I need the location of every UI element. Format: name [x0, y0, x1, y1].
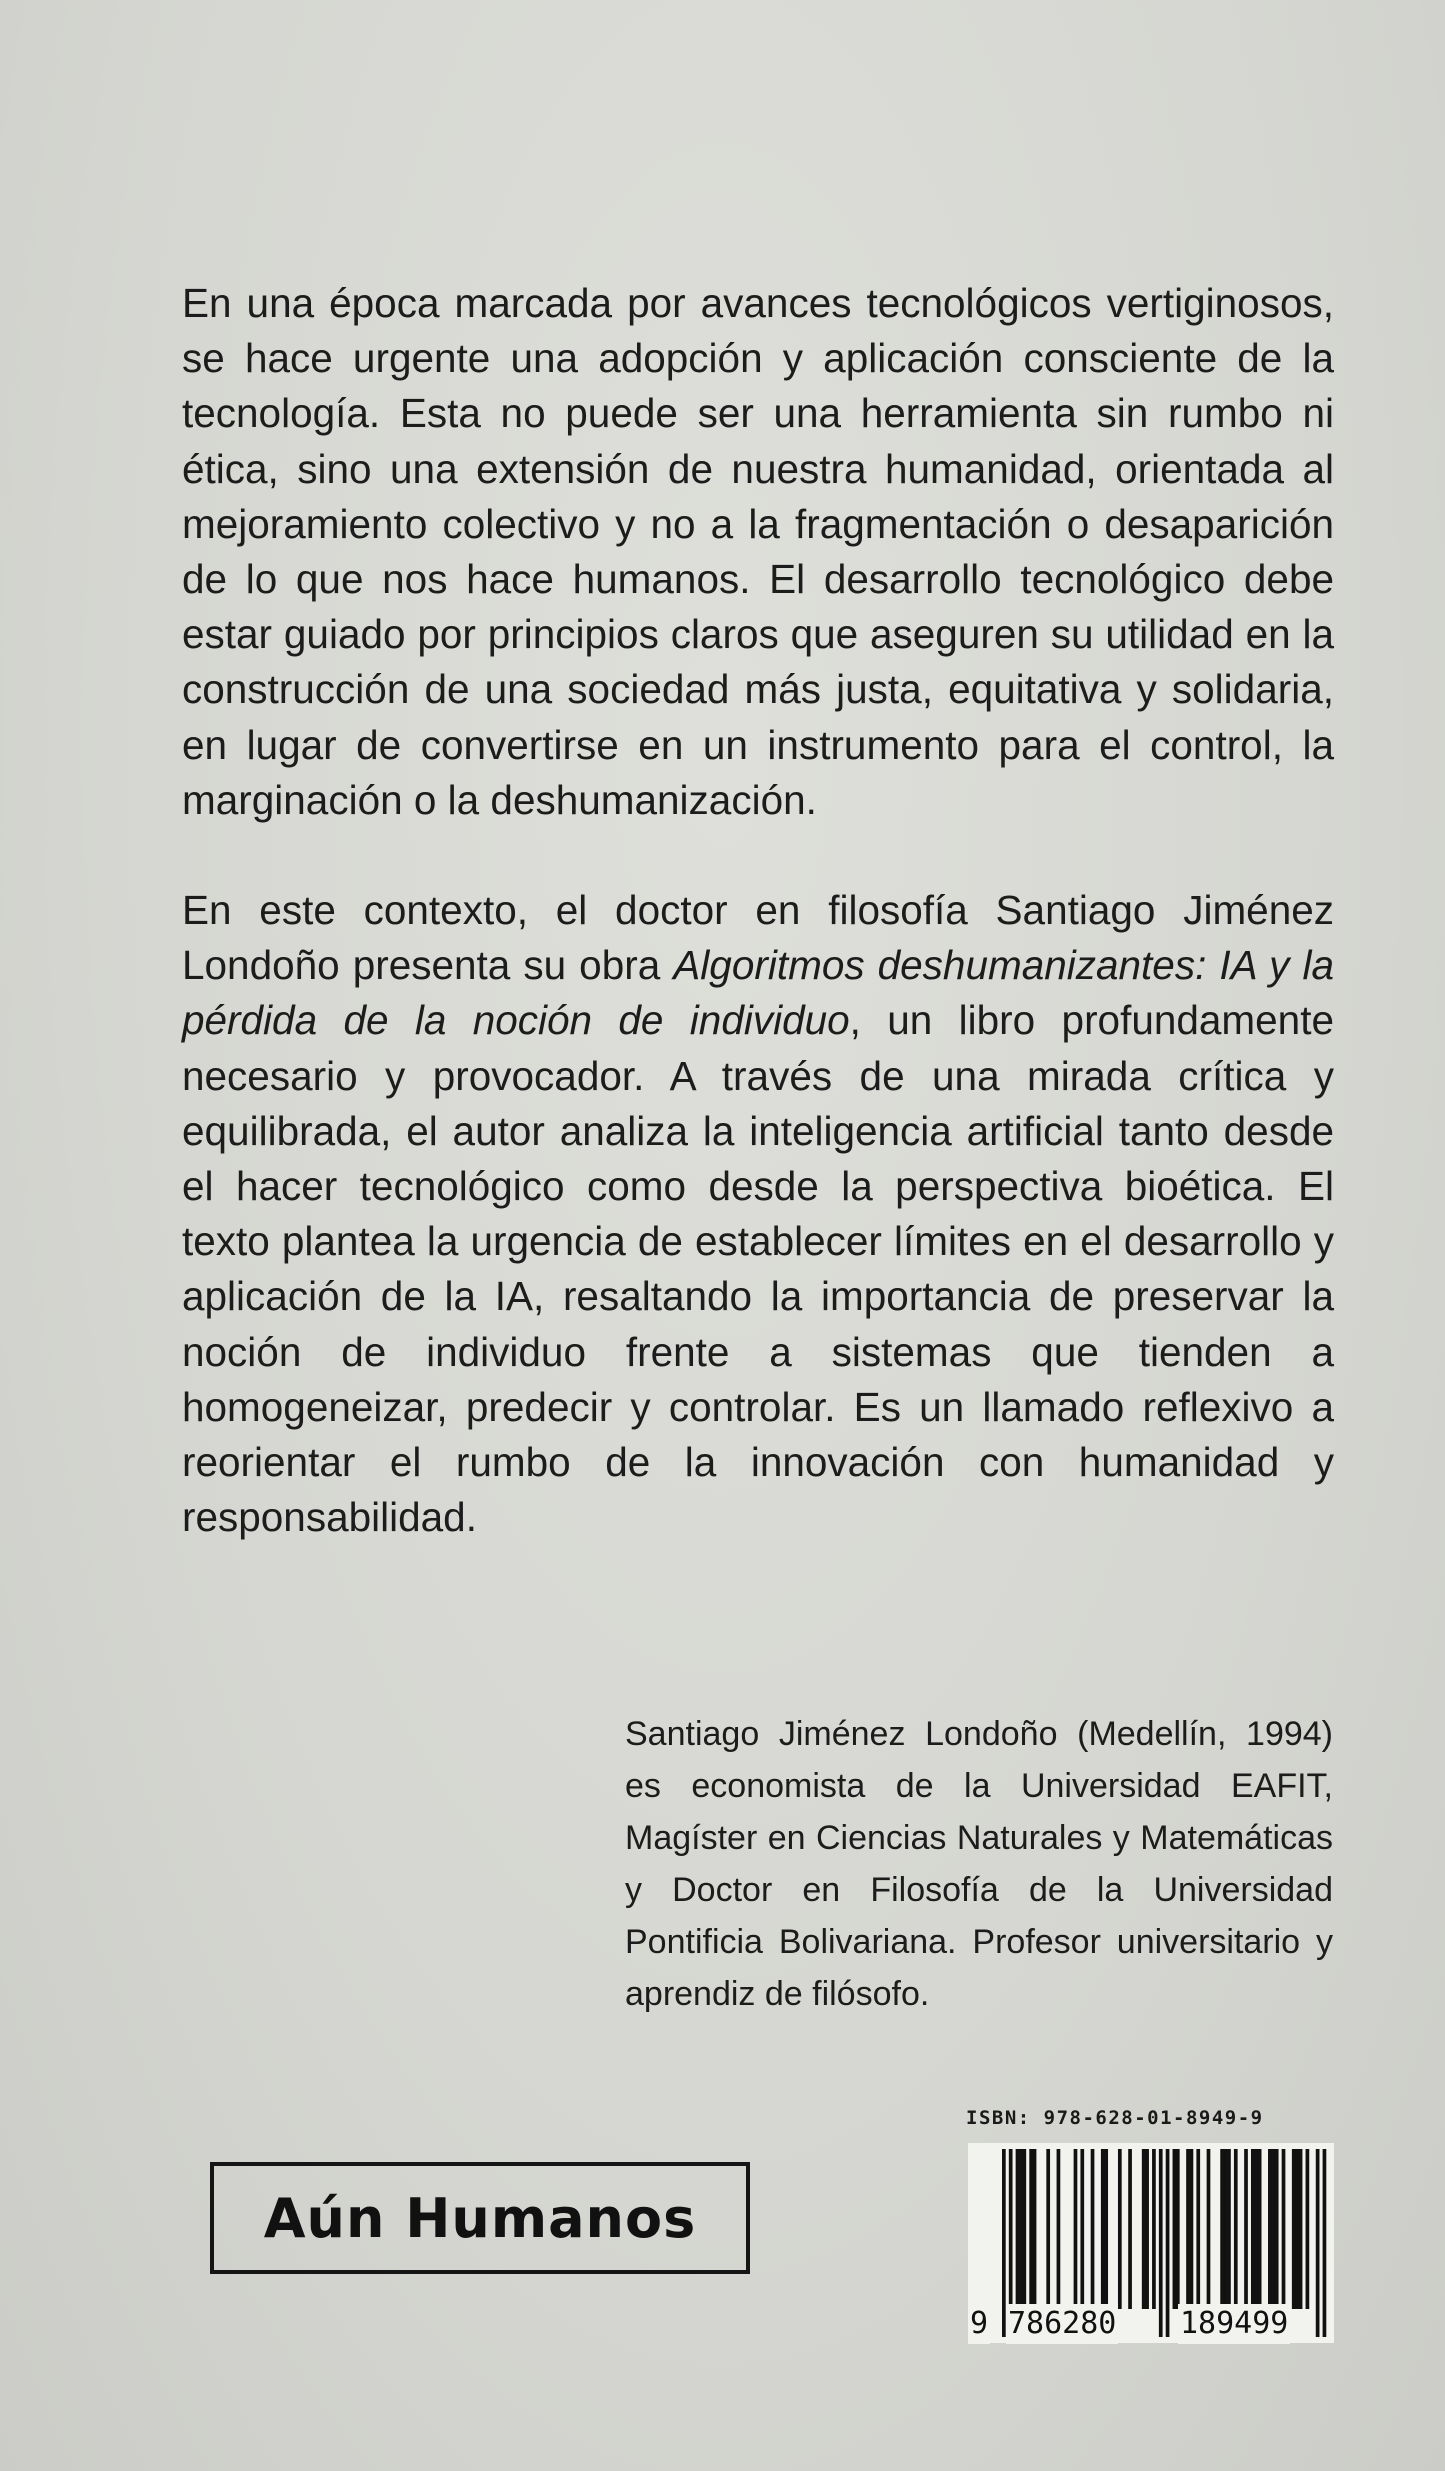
- barcode-bar: [1234, 2149, 1238, 2309]
- publisher-logo: [210, 2162, 750, 2274]
- barcode-bar: [1074, 2149, 1078, 2309]
- barcode-bar: [1104, 2149, 1108, 2309]
- book-title: Algoritmos deshumanizantes: IA y la pérdida de la noción de individuo: [182, 942, 1334, 1044]
- barcode-bar: [1128, 2149, 1132, 2309]
- barcode-bar: [1258, 2149, 1262, 2309]
- barcode-bar: [1196, 2149, 1200, 2309]
- barcode-bar: [1186, 2149, 1190, 2309]
- barcode-bar: [1299, 2149, 1303, 2309]
- isbn-label: ISBN: 978-628-01-8949-9: [966, 2107, 1264, 2129]
- barcode-bar: [1295, 2149, 1299, 2309]
- barcode-bar: [1016, 2149, 1020, 2309]
- barcode-bar: [1251, 2149, 1255, 2309]
- barcode-bar: [1046, 2149, 1050, 2309]
- barcode-bar: [1091, 2149, 1095, 2309]
- paragraph-2-intro: En este contexto, el doctor en filosofía Santiago Jiménez Londoño presenta su obra: [182, 887, 1334, 989]
- barcode-bar: [1244, 2149, 1248, 2309]
- blurb-paragraph-2: [182, 883, 1334, 1545]
- barcode-bar: [1033, 2149, 1037, 2309]
- barcode-bar: [1022, 2149, 1026, 2309]
- paragraph-2-rest: , un libro profundamente necesario y provocador. A través de una mirada crítica y equilibrada, el autor analiza la inteligencia artificial tanto desde el hacer tecnológico como desde la perspectiva bioética. El texto plantea la urgencia de establecer límites en el desarrollo y aplicación de la IA, resaltando la importancia de preservar la noción de individuo frente a sistemas que tienden a homogeneizar, predecir y controlar. Es un llamado reflexivo a reorientar el rumbo de la innovación con humanidad y responsabilidad.: [182, 997, 1334, 1541]
- barcode-bar: [1101, 2149, 1105, 2309]
- barcode-bar: [1190, 2149, 1194, 2309]
- barcode-bar: [1142, 2149, 1146, 2309]
- barcode-bar: [1254, 2149, 1258, 2309]
- barcode-bar: [1220, 2149, 1224, 2309]
- author-bio: Santiago Jiménez Londoño (Medellín, 1994) es economista de la Universidad EAFIT, Magíster en Ciencias Naturales y Matemáticas y Doctor en Filosofía de la Universidad Pontificia Bolivariana. Profesor universitario y aprendiz de filósofo.: [625, 1715, 1333, 2013]
- barcode-bar: [1275, 2149, 1279, 2309]
- barcode-bar: [1207, 2149, 1211, 2309]
- barcode-bar: [1292, 2149, 1296, 2309]
- barcode-bar: [1306, 2149, 1310, 2309]
- barcode-bar: [1173, 2149, 1177, 2309]
- barcode-bar: [1057, 2149, 1061, 2309]
- barcode-bar: [1029, 2149, 1033, 2309]
- barcode-bar: [1152, 2149, 1156, 2309]
- barcode-bar: [1118, 2149, 1122, 2309]
- publisher-name: Aún Humanos: [263, 2186, 697, 2250]
- barcode-bar: [1019, 2149, 1023, 2309]
- barcode-bar: [1268, 2149, 1272, 2309]
- barcode-bar: [1145, 2149, 1149, 2309]
- barcode-bar: [1282, 2149, 1286, 2309]
- barcode-bar: [1176, 2149, 1180, 2309]
- barcode-bar: [1224, 2149, 1228, 2309]
- barcode-digit-lead: 9: [968, 2304, 990, 2344]
- barcode-digits-right: 189499: [1178, 2304, 1290, 2344]
- barcode-bar: [1271, 2149, 1275, 2309]
- barcode-digits-left: 786280: [1006, 2304, 1118, 2344]
- barcode-bar: [1080, 2149, 1084, 2309]
- barcode-bar: [1227, 2149, 1231, 2309]
- blurb: [182, 276, 1334, 1545]
- blurb-paragraph-1: En una época marcada por avances tecnológicos vertiginosos, se hace urgente una adopción y aplicación consciente de la tecnología. Esta no puede ser una herramienta sin rumbo ni ética, sino una extensión de nuestra humanidad, orientada al mejoramiento colectivo y no a la fragmentación o desaparición de lo que nos hace humanos. El desarrollo tecnológico debe estar guiado por principios claros que aseguren su utilidad en la construcción de una sociedad más justa, equitativa y solidaria, en lugar de convertirse en un instrumento para el control, la marginación o la deshumanización.: [182, 280, 1334, 823]
- barcode-digits: [968, 2304, 1334, 2344]
